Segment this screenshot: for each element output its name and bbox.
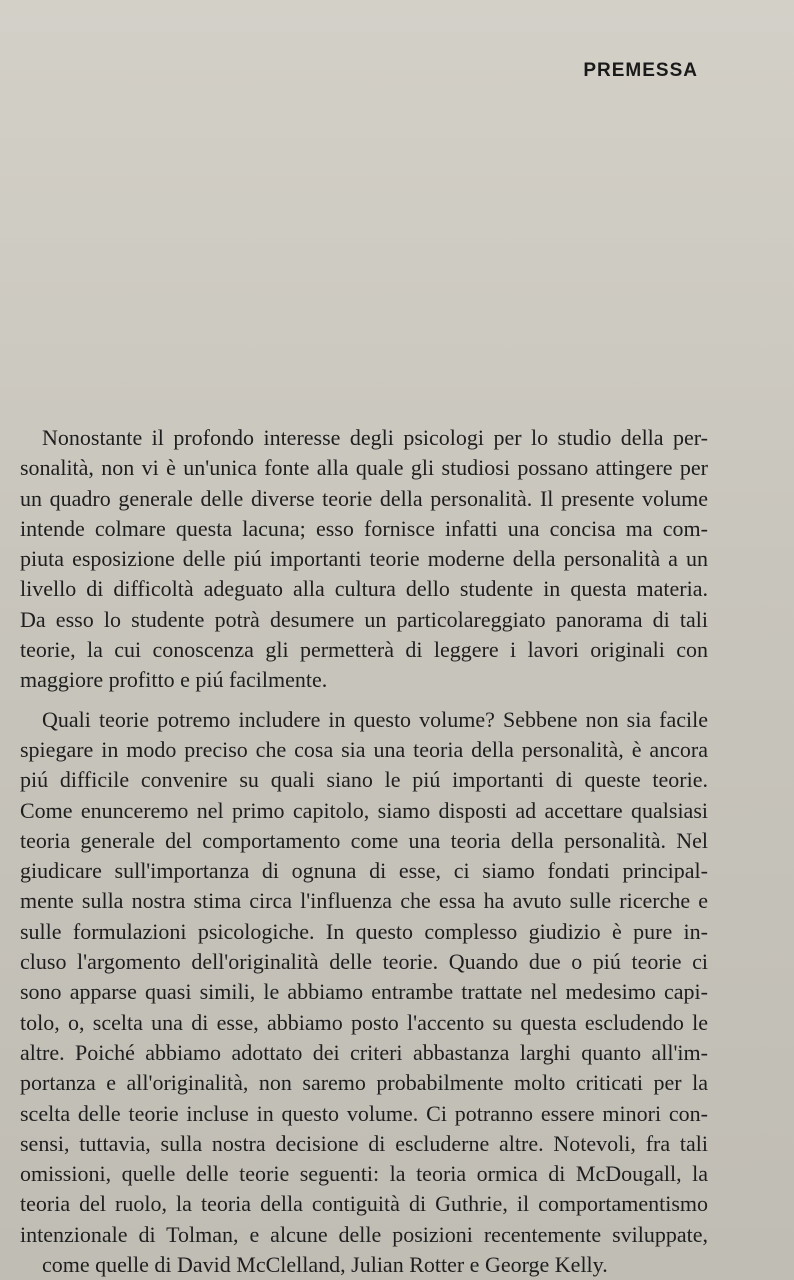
text-line: tolo, o, scelta una di esse, abbiamo posto l'accento su questa escludendo le [20,1009,708,1035]
text-line: sonalità, non vi è un'unica fonte alla quale gli studiosi possano attingere per [20,455,708,481]
text-line: piuta esposizione delle piú importanti teorie moderne della personalità a un [20,546,708,572]
paragraph-intro [20,423,708,696]
text-line: Da esso lo studente potrà desumere un particolareggiato panorama di tali [20,606,708,632]
text-line: sono apparse quasi simili, le abbiamo entrambe trattate nel medesimo capi- [20,979,708,1005]
text-line: omissioni, quelle delle teorie seguenti: la teoria ormica di McDougall, la [20,1161,708,1187]
text-line: Nonostante il profondo interesse degli psicologi per lo studio della per- [42,425,708,450]
page-heading: PREMESSA [583,60,698,81]
text-line: Quali teorie potremo includere in questo volume? Sebbene non sia facile [42,706,708,732]
text-line: sulle formulazioni psicologiche. In questo complesso giudizio è pure in- [20,918,708,944]
text-line: piú difficile convenire su quali siano le piú importanti di queste teorie. [20,767,708,793]
body-text [20,423,708,1280]
text-line: sensi, tuttavia, sulla nostra decisione di escluderne altre. Notevoli, fra tali [20,1130,708,1156]
text-line: scelta delle teorie incluse in questo volume. Ci potranno essere minori con- [20,1100,708,1126]
text-line: Come enunceremo nel primo capitolo, siamo disposti ad accettare qualsiasi [20,797,708,823]
text-line: altre. Poiché abbiamo adottato dei criteri abbastanza larghi quanto all'im- [20,1039,708,1065]
text-line: un quadro generale delle diverse teorie della personalità. Il presente volume [20,485,708,511]
text-line: mente sulla nostra stima circa l'influenza che essa ha avuto sulle ricerche e [20,888,708,914]
text-line: cluso l'argomento dell'originalità delle teorie. Quando due o piú teorie ci [20,949,708,975]
text-line: maggiore profitto e piú facilmente. [20,667,328,693]
text-line: teorie, la cui conoscenza gli permetterà di leggere i lavori originali con [20,637,708,663]
text-line: intenzionale di Tolman, e alcune delle posizioni recentemente sviluppate, [20,1221,708,1247]
text-line: teoria generale del comportamento come una teoria della personalità. Nel [20,827,708,853]
text-line: intende colmare questa lacuna; esso fornisce infatti una concisa ma com- [20,515,708,541]
text-line: portanza e all'originalità, non saremo probabilmente molto criticati per la [20,1070,708,1096]
text-line: come quelle di David McClelland, Julian Rotter e George Kelly. [42,1252,608,1278]
paragraph-selection [20,705,708,1280]
text-line: spiegare in modo preciso che cosa sia una teoria della personalità, è ancora [20,736,708,762]
text-line: giudicare sull'importanza di ognuna di esse, ci siamo fondati principal- [20,858,708,884]
text-line: livello di difficoltà adeguato alla cultura dello studente in questa materia. [20,576,708,602]
text-line: teoria del ruolo, la teoria della contiguità di Guthrie, il comportamentismo [20,1191,708,1217]
